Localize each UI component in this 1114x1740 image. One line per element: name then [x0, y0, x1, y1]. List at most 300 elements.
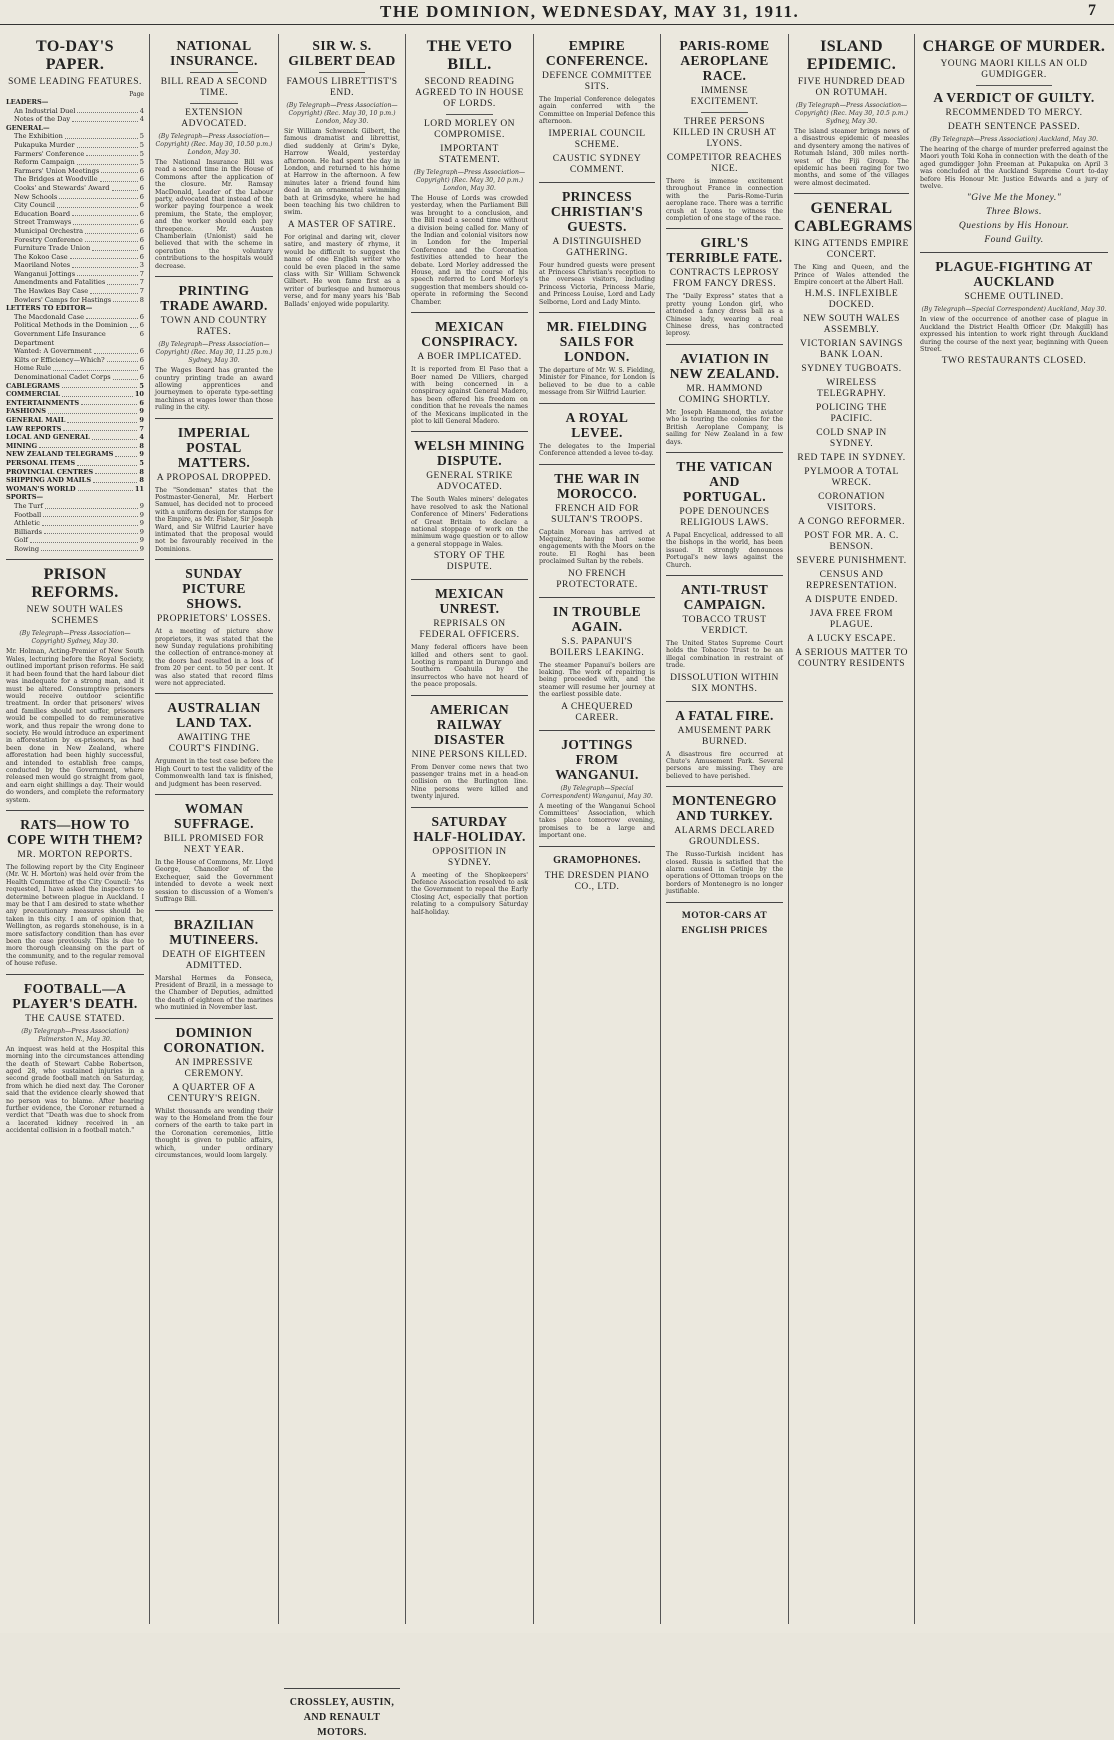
subheading: THREE PERSONS KILLED IN CRUSH AT LYONS. [672, 117, 777, 149]
divider [794, 193, 909, 194]
toc-item-page: 5 [139, 132, 144, 141]
subheading: COLD SNAP IN SYDNEY. [816, 428, 887, 450]
toc-item [6, 141, 144, 150]
divider [920, 252, 1108, 253]
headline: THE VATICAN AND PORTUGAL. [676, 458, 773, 504]
toc-item [6, 442, 144, 451]
subheading: Questions by His Honour. [958, 221, 1070, 232]
article-body: The hearing of the charge of murder preferred against the Maori youth Toki Koha in connection with the death of the aged gumdigger John Freeman at Pukapuka on April 3 was concluded at the Auckland Supreme Court to-day before His Honour Mr. Justice Edwards and a jury of twelve. [920, 146, 1108, 191]
toc-item-page: 6 [139, 373, 144, 381]
divider [701, 112, 748, 113]
subheading: A BOER IMPLICATED. [417, 352, 522, 363]
article-body: A meeting of the Shopkeepers' Defence Association resolved to ask the Government to repeal the Early Closing Act, especially that portion relating to a compulsory Saturday half-holiday. [411, 871, 528, 916]
subheading: Found Guilty. [984, 235, 1044, 246]
article-body: The delegates to the Imperial Conference attended a levee to-day. [539, 442, 655, 458]
headline: SIR W. S. GILBERT DEAD [288, 38, 396, 68]
subheading: H.M.S. INFLEXIBLE DOCKED. [804, 289, 899, 311]
subheading: AMUSEMENT PARK BURNED. [677, 725, 772, 747]
column-3 [280, 34, 404, 1738]
toc-item-label: Athletic [14, 519, 41, 528]
divider [666, 228, 783, 229]
subheading: NO FRENCH PROTECTORATE. [556, 568, 638, 590]
subheading: DEATH SENTENCE PASSED. [947, 122, 1081, 132]
toc-leader-dots [94, 347, 138, 354]
divider [666, 452, 783, 453]
toc-item-page: 6 [139, 175, 144, 184]
toc-item-label: ENTERTAINMENTS [6, 398, 80, 407]
toc-item [6, 124, 144, 133]
toc-item-label: Cooks' and Stewards' Award [14, 183, 110, 192]
toc-item-label: LETTERS TO EDITOR— [6, 304, 93, 313]
toc-item-page: 10 [134, 390, 144, 399]
headline: A ROYAL LEVEE. [565, 409, 629, 440]
toc-item [6, 399, 144, 408]
page-number: 7 [1088, 2, 1096, 19]
toc-leader-dots [48, 407, 137, 414]
headline: IMPERIAL POSTAL MATTERS. [177, 424, 251, 470]
divider [411, 431, 528, 432]
dateline: (By Telegraph—Press Association—Copyright) Sydney, May 30. [19, 630, 131, 646]
toc-leader-dots [78, 485, 133, 492]
article-body: In the House of Commons, Mr. Lloyd George, Chancellor of the Exchequer, said the Government intended to devote a week next session to discussion of a Women's Suffrage Bill. [155, 859, 273, 904]
article-body: The steamer Papanui's boilers are leaking. The work of repairing is being proceeded with, and the steamer will resume her journey at the earliest possible date. [539, 661, 655, 699]
toc-item-label: Farmers' Conference [14, 149, 85, 158]
article-body: The island steamer brings news of a disastrous epidemic of measles and dysentery among the natives of Rotumah Island, 300 miles north-west of the Fiji Group. The epidemic has been raging for two months, and some of the villages were almost decimated. [794, 128, 909, 187]
toc-item-page: 9 [139, 407, 144, 416]
column-rule [660, 34, 661, 1624]
divider [155, 1018, 273, 1019]
divider [446, 114, 493, 115]
subheading: PYLMOOR A TOTAL WRECK. [804, 467, 899, 489]
toc-item [6, 356, 144, 365]
toc-item-page: 6 [139, 330, 144, 339]
toc-item [6, 416, 144, 425]
headline: PRISON REFORMS. [31, 566, 119, 602]
subheading: A LUCKY ESCAPE. [807, 634, 896, 645]
subheading: THE DRESDEN PIANO CO., LTD. [544, 870, 650, 892]
toc-item-page: 6 [139, 364, 144, 373]
toc-item-label: MINING [6, 441, 38, 450]
dateline: (By Telegraph—Press Association) Auckland, May 30. [930, 136, 1098, 143]
subheading: LORD MORLEY ON COMPROMISE. [423, 119, 516, 140]
headline: CHARGE OF MURDER. [922, 38, 1106, 55]
article-body: Whilst thousands are wending their way to the Homeland from the four corners of the earth to take part in the Coronation ceremonies, little thought is given to public affairs, which, under ordinary circumstances, would loom largely. [155, 1107, 273, 1159]
subheading: COMPETITOR REACHES NICE. [666, 153, 783, 174]
table-of-contents [6, 98, 144, 553]
subheading: POST FOR MR. A. C. BENSON. [804, 531, 899, 553]
toc-item-label: LEADERS— [6, 98, 49, 106]
headline: RATS—HOW TO COPE WITH THEM? [6, 817, 144, 847]
divider [539, 846, 655, 847]
toc-leader-dots [77, 141, 138, 148]
toc-item [6, 115, 144, 124]
toc-item [6, 382, 144, 391]
divider [539, 182, 655, 183]
subheading: TWO RESTAURANTS CLOSED. [941, 356, 1087, 367]
subheading: WIRELESS TELEGRAPHY. [817, 378, 886, 400]
divider [666, 575, 783, 576]
toc-item-label: The Kokoo Case [14, 252, 68, 261]
toc-item-label: The Bridges at Woodville [14, 175, 98, 184]
toc-leader-dots [43, 511, 138, 518]
toc-item-label: Wanted: A Government [14, 347, 92, 356]
toc-item-label: The Exhibition [14, 132, 63, 141]
article-body: The departure of Mr. W. S. Fielding, Minister for Finance, for London is believed to be due to a cable message from Sir Wilfrid Laurier. [539, 367, 655, 397]
toc-leader-dots [77, 270, 138, 277]
toc-item-page: 9 [139, 536, 144, 545]
subheading: "Give Me the Money." [966, 193, 1062, 204]
subheading: THE CAUSE STATED. [25, 1013, 125, 1024]
toc-leader-dots [53, 364, 138, 371]
toc-leader-dots [107, 356, 138, 363]
article-body: Four hundred guests were present at Princess Christian's reception to the overseas visitors, including Princess Victoria, Princess Marie, and Princess Louise, Lord and Lady Selborne, Lord and Lady Minto. [539, 261, 655, 306]
column-2 [151, 34, 277, 1624]
toc-item-label: COMMERCIAL [6, 390, 61, 399]
toc-item-page: 6 [139, 244, 144, 253]
dateline: (By Telegraph—Press Association—Copyright) (Rec. May 30, 10.5 p.m.) Sydney, May 30. [794, 102, 908, 125]
toc-item [6, 244, 144, 253]
subheading: STORY OF THE DISPUTE. [433, 551, 506, 573]
subheading: IMPERIAL COUNCIL SCHEME. [548, 128, 646, 150]
headline: AUSTRALIAN LAND TAX. [167, 700, 261, 731]
divider [6, 559, 144, 560]
article-body: The National Insurance Bill was read a second time in the House of Commons after the application of the closure. Mr. Ramsay MacDonald, Leader of the Labour party, advocated that instead of the worker paying fourpence a week premium, the State, the employer, and the worker should each pay threepence. Mr. Austen Chamberlain (Unionist) said he believed that with the scheme in operation the voluntary contributions to the hospitals would decrease. [155, 159, 273, 270]
divider [319, 72, 365, 73]
toc-leader-dots [115, 450, 137, 457]
toc-item-label: Education Board [14, 209, 71, 218]
toc-item [6, 468, 144, 477]
subheading: A CONGO REFORMER. [798, 517, 905, 528]
toc-item [6, 227, 144, 236]
toc-leader-dots [85, 236, 138, 243]
divider [539, 312, 655, 313]
headline: DOMINION CORONATION. [163, 1024, 265, 1055]
headline: A FATAL FIRE. [675, 707, 774, 723]
toc-item-page: 7 [139, 424, 144, 433]
article-body: From Denver come news that two passenger trains met in a head-on collision on the Burlington line. Nine persons were killed and twenty injured. [411, 763, 528, 801]
toc-item-page: 3 [139, 261, 144, 270]
toc-leader-dots [72, 115, 138, 122]
toc-item [6, 98, 144, 107]
toc-leader-dots [93, 476, 137, 483]
toc-item-page: 8 [139, 295, 144, 304]
toc-item [6, 364, 144, 373]
toc-leader-dots [70, 253, 138, 260]
toc-item [6, 184, 144, 193]
subheading: IMMENSE EXCITEMENT. [690, 86, 759, 107]
divider [155, 418, 273, 419]
subheading: A MASTER OF SATIRE. [287, 219, 397, 230]
toc-item-label: LOCAL AND GENERAL [6, 433, 90, 442]
toc-leader-dots [72, 261, 138, 268]
toc-item [6, 253, 144, 262]
toc-item-label: The Turf [14, 501, 43, 510]
toc-leader-dots [113, 296, 138, 303]
toc-item-label: Government Life Insurance Department [14, 330, 106, 347]
headline: PLAGUE-FIGHTING AT AUCKLAND [935, 259, 1093, 290]
toc-item-label: Forestry Conference [14, 235, 83, 244]
divider [190, 103, 237, 104]
toc-item-page: 5 [139, 381, 144, 390]
toc-item-label: Football [14, 510, 42, 519]
toc-item-label: Notes of the Day [14, 115, 71, 124]
article-body: In view of the occurrence of another case of plague in Auckland the District Health Officer (Dr. Makgill) has expressed his intention to work right through Auckland during the course of the next year, beginning with Queen Street. [920, 316, 1108, 354]
divider [666, 786, 783, 787]
toc-item-label: Rowing [14, 544, 40, 553]
toc-leader-dots [77, 107, 137, 114]
headline: GRAMOPHONES. [553, 854, 641, 866]
subheading: PROPRIETORS' LOSSES. [157, 614, 271, 625]
article-body: It is reported from El Paso that a Boer named De Villiers, charged with being concerned in a conspiracy against General Madero, has been offered his freedom on condition that he reveals the names of the Mexicans implicated in the plot to kill General Madero. [411, 366, 528, 425]
subheading: RECOMMENDED TO MERCY. [945, 108, 1083, 118]
subheading: ALARMS DECLARED GROUNDLESS. [674, 826, 775, 848]
toc-item-page: 8 [139, 467, 144, 476]
headline: GIRL'S TERRIBLE FATE. [666, 235, 783, 266]
column-8 [916, 34, 1112, 1624]
toc-item-page: 6 [139, 398, 144, 407]
toc-leader-dots [39, 442, 137, 449]
subheading: JAVA FREE FROM PLAGUE. [809, 609, 894, 631]
toc-item [6, 158, 144, 167]
toc-item [6, 433, 144, 442]
article-body: The King and Queen, and the Prince of Wales attended the Empire concert at the Albert Hall. [794, 264, 909, 287]
toc-item [6, 278, 144, 287]
toc-leader-dots [44, 528, 138, 535]
toc-item-label: Golf [14, 536, 28, 545]
subheading: Three Blows. [986, 207, 1042, 218]
toc-item-label: Wanganui Jottings [14, 269, 76, 278]
subheading: POPE DENOUNCES RELIGIOUS LAWS. [679, 506, 770, 528]
toc-item-page: 9 [139, 501, 144, 510]
toc-item [6, 107, 144, 116]
headline: IN TROUBLE AGAIN. [552, 603, 642, 634]
toc-leader-dots [90, 287, 138, 294]
toc-item-page: 6 [139, 347, 144, 356]
headline: GENERAL CABLEGRAMS [794, 200, 913, 236]
todays-paper-subheading: SOME LEADING FEATURES. [8, 77, 142, 87]
toc-item-label: Bowlers' Camps for Hastings [14, 295, 112, 304]
subheading: CAUSTIC SYDNEY COMMENT. [552, 153, 642, 175]
headline: WOMAN SUFFRAGE. [174, 801, 254, 832]
divider [155, 794, 273, 795]
column-rule [278, 34, 279, 1624]
toc-item-page: 9 [139, 519, 144, 528]
subheading: BILL READ A SECOND TIME. [160, 77, 268, 98]
column-6 [662, 34, 787, 1624]
headline: THE VETO BILL. [426, 38, 513, 73]
article-body: An inquest was held at the Hospital this morning into the circumstances attending the death of Stewart Cabbe Robertson, aged 28, who sustained injuries in a second grade football match on Saturday, from which he died next day. The Coroner said that the evidence clearly showed that no person was to blame. After hearing further evidence, the Coroner returned a verdict that "Death was due to shock from a lacerated kidney received in an accidental collision in a football match." [6, 1045, 144, 1135]
subheading: A DISPUTE ENDED. [805, 595, 898, 606]
toc-item-page: 6 [139, 166, 144, 175]
toc-item [6, 502, 144, 511]
toc-item [6, 407, 144, 416]
divider [155, 693, 273, 694]
article-body: Marshal Hermes da Fonseca, President of Brazil, in a message to the Chamber of Deputies, admitted the death of eighteen of the marines who mutinied in November last. [155, 974, 273, 1012]
toc-item [6, 511, 144, 520]
toc-item-page: 8 [139, 476, 144, 485]
article-body: The "Sondeman" states that the Postmaster-General, Mr. Herbert Samuel, has decided not to proceed with a uniform design for stamps for the Empire, as Mr. Fisher, Sir Joseph Ward, and Sir Wilfrid Laurier have intimated that the proposal would not be favourably received in the Dominions. [155, 486, 273, 553]
toc-item [6, 390, 144, 399]
toc-item [6, 261, 144, 270]
toc-item [6, 175, 144, 184]
subheading: A PROPOSAL DROPPED. [156, 472, 272, 483]
subheading: OPPOSITION IN SYDNEY. [432, 846, 507, 868]
article-body: The Russo-Turkish incident has closed. Russia is satisfied that the alarm caused in Cetinje by the operations of Ottoman troops on the borders of Montenegro is no longer justifiable. [666, 851, 783, 896]
subheading: SEVERE PUNISHMENT. [796, 556, 907, 567]
toc-item [6, 201, 144, 210]
toc-item [6, 493, 144, 502]
toc-item-page: 6 [139, 218, 144, 227]
toc-item [6, 321, 144, 330]
toc-item-label: PERSONAL ITEMS [6, 458, 76, 467]
toc-item-label: Municipal Orchestra [14, 226, 84, 235]
divider [411, 579, 528, 580]
subheading: FRENCH AID FOR SULTAN'S TROOPS. [551, 503, 643, 525]
toc-item-label: Maoriland Notes [14, 261, 71, 270]
article-body: A disastrous fire occurred at Chute's Amusement Park. Several persons are missing. They are believed to have perished. [666, 750, 783, 780]
subheading: A SERIOUS MATTER TO COUNTRY RESIDENTS [795, 648, 908, 670]
dateline: (By Telegraph—Press Association—Copyright) (Rec. May 30, 10 p.m.) London, May 30. [413, 169, 526, 192]
headline: MEXICAN UNREST. [435, 586, 504, 617]
toc-leader-dots [63, 425, 137, 432]
toc-item [6, 347, 144, 356]
dateline: (By Telegraph—Special Correspondent) Wanganui, May 30. [541, 784, 653, 800]
toc-item-page: 6 [139, 209, 144, 218]
toc-leader-dots [95, 468, 137, 475]
divider [539, 464, 655, 465]
divider [666, 902, 783, 903]
toc-item [6, 528, 144, 537]
subheading: YOUNG MAORI KILLS AN OLD GUMDIGGER. [940, 59, 1088, 80]
headline: A VERDICT OF GUILTY. [933, 90, 1095, 105]
toc-item-label: GENERAL— [6, 123, 50, 132]
headline: MONTENEGRO AND TURKEY. [672, 793, 777, 824]
toc-item-label: FASHIONS [6, 407, 47, 416]
column-rule [788, 34, 789, 1624]
toc-leader-dots [73, 218, 138, 225]
column-rule [914, 34, 915, 1624]
toc-item-page: 8 [139, 441, 144, 450]
toc-leader-dots [45, 502, 138, 509]
article-body: At a meeting of picture show proprietors, it was stated that the new Sunday regulations prohibiting the collection of entrance-money at the doors had resulted in a loss of from 20 per cent. to 50 per cent. It was also stated that record films were not appreciated. [155, 628, 273, 688]
divider [411, 312, 528, 313]
toc-item-label: Amendments and Fatalities [14, 278, 106, 287]
toc-leader-dots [59, 193, 137, 200]
headline: THE WAR IN MOROCCO. [554, 470, 640, 501]
toc-item [6, 296, 144, 305]
masthead [0, 0, 1114, 25]
subheading: FAMOUS LIBRETTIST'S END. [286, 77, 398, 98]
divider [539, 730, 655, 731]
subheading: NEW SOUTH WALES ASSEMBLY. [803, 314, 900, 336]
toc-leader-dots [41, 545, 138, 552]
subheading: GENERAL STRIKE ADVOCATED. [426, 471, 513, 493]
subheading: DISSOLUTION WITHIN SIX MONTHS. [670, 672, 779, 694]
subheading: S.S. PAPANUI'S BOILERS LEAKING. [549, 636, 645, 658]
toc-item [6, 167, 144, 176]
toc-item [6, 536, 144, 545]
divider [155, 276, 273, 277]
column-7 [790, 34, 913, 1624]
toc-item [6, 459, 144, 468]
divider [666, 701, 783, 702]
toc-item-label: Reform Campaign [14, 158, 75, 167]
divider [155, 910, 273, 911]
toc-item [6, 476, 144, 485]
toc-leader-dots [101, 167, 138, 174]
toc-item-page: 6 [139, 321, 144, 330]
toc-leader-dots [112, 184, 138, 191]
article-body: Argument in the test case before the High Court to test the validity of the Commonwealth land tax is finished, and judgment has been reserved. [155, 758, 273, 788]
toc-item-page: 9 [139, 527, 144, 536]
toc-leader-dots [86, 150, 137, 157]
subheading: IMPORTANT STATEMENT. [438, 144, 501, 165]
subheading: REPRISALS ON FEDERAL OFFICERS. [419, 619, 520, 641]
subheading: VICTORIAN SAVINGS BANK LOAN. [800, 339, 903, 361]
column-rule [405, 34, 406, 1624]
headline: PRINTING TRADE AWARD. [160, 283, 268, 314]
toc-item [6, 485, 144, 494]
divider [539, 597, 655, 598]
toc-leader-dots [85, 227, 138, 234]
article-body: The Imperial Conference delegates again conferred with the Committee on Imperial Defence this afternoon. [539, 96, 655, 126]
toc-item-page: 11 [134, 484, 144, 493]
toc-leader-dots [30, 536, 138, 543]
article-body: The South Wales miners' delegates have resolved to ask the National Conference of Miners' Federations of Great Britain to declare a national stoppage of work on the minimum wage question or to allow a general stoppage in Wales. [411, 496, 528, 548]
dateline: (By Telegraph—Press Association) Palmerston N., May 30. [21, 1027, 129, 1043]
toc-item [6, 330, 144, 347]
dateline: (By Telegraph—Press Association—Copyright) (Rec. May 30, 10 p.m.) London, May 30. [286, 102, 398, 125]
toc-page-label: Page [129, 91, 144, 98]
toc-item-label: NEW ZEALAND TELEGRAMS [6, 450, 114, 459]
toc-item-page: 6 [139, 183, 144, 192]
toc-item-label: Political Methods in the Dominion [14, 321, 128, 330]
subheading: POLICING THE PACIFIC. [815, 403, 887, 425]
article-body: Mr. Holman, Acting-Premier of New South Wales, lecturing before the Royal Society, outlined important prison reforms. He said it had been found that the hard labour diet was inadequate for a strong man, and it must be altered. Consumptive prisoners would receive outdoor scientific treatment. In order that prisoners' wives and families should not suffer, prisoners would be compelled to do remunerative work, and thus repair the wrong done to society. He would introduce an experiment in afforestation by ex-prisoners, as had been done in New Zealand, where afforestation had been highly successful, and intended to establish free camps, conducted by the Government, where released men would go straight from gaol, and earn eight shillings a day. Their would do wonders, and complete the reformatory system. [6, 648, 144, 804]
headline: PARIS-ROME AEROPLANE RACE. [679, 38, 770, 83]
article-body: A meeting of the Wanganui School Committees' Association, which takes place tomorrow evening, promises to be a large and important one. [539, 802, 655, 840]
toc-leader-dots [113, 373, 138, 380]
divider [411, 695, 528, 696]
headline: AVIATION IN NEW ZEALAND. [669, 350, 780, 381]
toc-item-label: Furniture Trade Union [14, 244, 91, 253]
article-body: The Wages Board has granted the country printing trade an award allowing apprentices and journeymen to operate type-setting machines at wages lower than those ruling in the city. [155, 367, 273, 412]
toc-item [6, 218, 144, 227]
toc-leader-dots [42, 519, 138, 526]
subheading: CENSUS AND REPRESENTATION. [806, 570, 897, 592]
toc-item-label: SHIPPING AND MAILS [6, 476, 92, 485]
toc-leader-dots [72, 210, 138, 217]
subheading: A CHEQUERED CAREER. [561, 701, 633, 723]
headline: FOOTBALL—A PLAYER'S DEATH. [12, 980, 138, 1011]
toc-item [6, 132, 144, 141]
headline: SATURDAY HALF-HOLIDAY. [413, 813, 526, 844]
subheading: AWAITING THE COURT'S FINDING. [168, 733, 260, 755]
subheading: A DISTINGUISHED GATHERING. [552, 236, 642, 258]
toc-item [6, 236, 144, 245]
toc-item-label: Kilts or Efficiency—Which? [14, 355, 105, 364]
toc-item-label: GENERAL MAIL [6, 415, 66, 424]
subheading: NINE PERSONS KILLED. [411, 749, 528, 760]
toc-item-page: 9 [139, 510, 144, 519]
article-body: A Papal Encyclical, addressed to all the bishops in the world, has been issued. It strongly denounces Portugal's new laws against the Church. [666, 531, 783, 569]
toc-item-page: 4 [139, 106, 144, 115]
toc-leader-dots [100, 175, 138, 182]
subheading: RED TAPE IN SYDNEY. [797, 453, 906, 464]
article-body: Many federal officers have been killed and others sent to gaol. Looting is rampant in Durango and Southern Coahuila by the insurrectos who have not heard of the peace proposals. [411, 644, 528, 689]
subheading: MR. HAMMOND COMING SHORTLY. [678, 383, 771, 405]
toc-item [6, 519, 144, 528]
